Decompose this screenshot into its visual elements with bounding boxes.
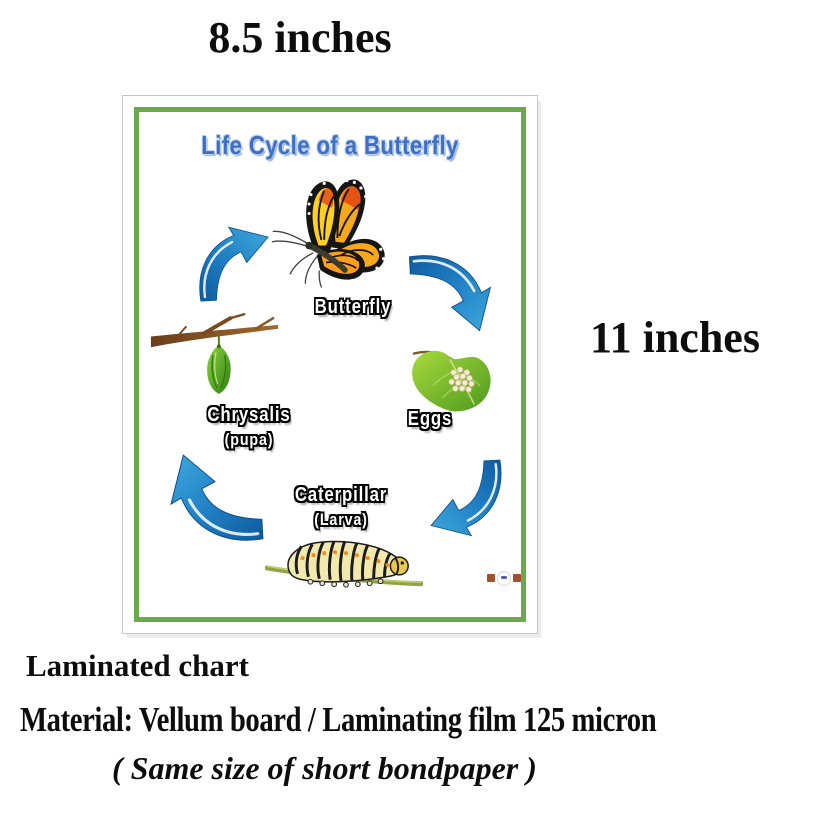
laminated-chart-poster <box>122 95 538 634</box>
chrysalis-sublabel: (pupa) <box>224 430 274 449</box>
chrysalis-label: Chrysalis <box>207 404 291 426</box>
note-material: Material: Vellum board / Laminating film 125 micron <box>20 700 657 739</box>
caterpillar-label: Caterpillar <box>294 484 388 506</box>
note-size-equivalence: ( Same size of short bondpaper ) <box>112 750 537 786</box>
publisher-logo-right-block <box>513 574 521 582</box>
note-laminated-chart: Laminated chart <box>26 648 250 683</box>
arrow-butterfly-to-eggs <box>404 246 494 336</box>
caterpillar-sublabel: (Larva) <box>314 510 368 529</box>
width-dimension-label: 8.5 inches <box>208 13 392 62</box>
arrow-chrysalis-to-butterfly <box>185 224 279 306</box>
publisher-logo-left-block <box>487 574 495 582</box>
arrow-eggs-to-caterpillar <box>426 448 510 546</box>
arrow-caterpillar-to-chrysalis <box>162 449 274 551</box>
publisher-logo-emblem <box>497 571 511 586</box>
eggs-on-leaf-illustration <box>404 346 504 414</box>
chrysalis-on-branch-illustration <box>149 308 281 402</box>
butterfly-illustration <box>268 172 403 304</box>
height-dimension-label: 11 inches <box>590 313 760 362</box>
caterpillar-illustration <box>265 532 423 594</box>
publisher-logo <box>487 570 521 586</box>
poster-title: Life Cycle of a Butterfly <box>201 130 459 160</box>
eggs-label: Eggs <box>407 408 453 430</box>
butterfly-label: Butterfly <box>314 296 392 318</box>
